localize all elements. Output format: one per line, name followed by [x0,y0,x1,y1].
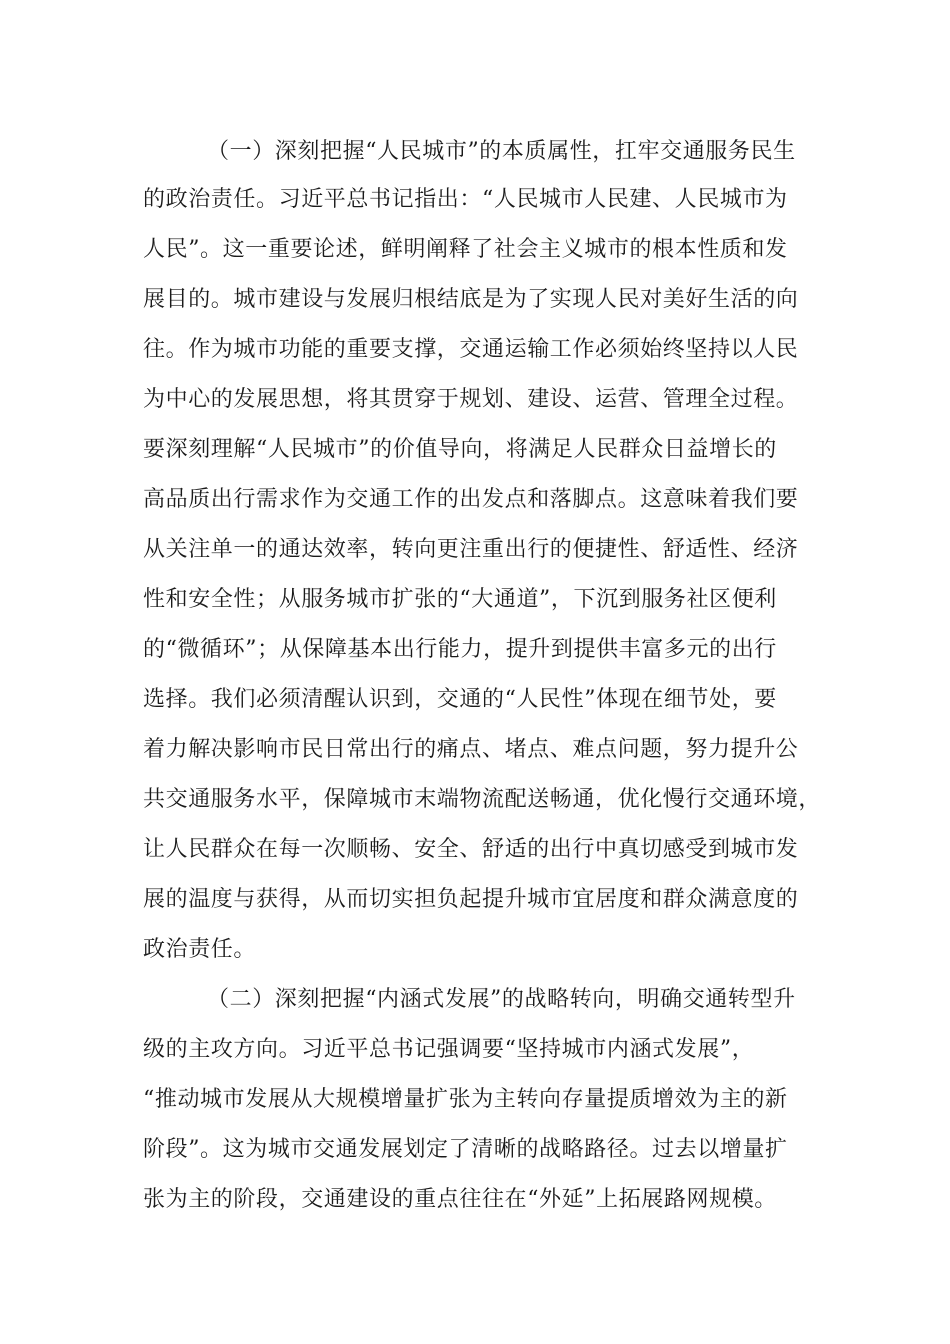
paragraph-1-line-16: 展的温度与获得，从而切实担负起提升城市宜居度和群众满意度的 [143,887,799,912]
paragraph-1-line-1: （一）深刻把握“人民城市”的本质属性，扛牢交通服务民生 [207,139,796,164]
paragraph-1-line-10: 性和安全性；从服务城市扩张的“大通道”，下沉到服务社区便利 [143,587,777,612]
paragraph-1-line-15: 让人民群众在每一次顺畅、安全、舒适的出行中真切感受到城市发 [143,837,799,862]
paragraph-1-line-11: 的“微循环”；从保障基本出行能力，提升到提供丰富多元的出行 [143,637,777,662]
paragraph-1-line-9: 从关注单一的通达效率，转向更注重出行的便捷性、舒适性、经济 [143,537,799,562]
paragraph-1-line-8: 高品质出行需求作为交通工作的出发点和落脚点。这意味着我们要 [143,487,799,512]
paragraph-2-line-1: （二）深刻把握“内涵式发展”的战略转向，明确交通转型升 [207,987,796,1012]
paragraph-2-line-4: 阶段”。这为城市交通发展划定了清晰的战略路径。过去以增量扩 [143,1137,788,1162]
paragraph-2-line-3: “推动城市发展从大规模增量扩张为主转向存量提质增效为主的新 [143,1087,788,1112]
paragraph-1-line-17: 政治责任。 [143,937,257,962]
paragraph-2-line-2: 级的主攻方向。习近平总书记强调要“坚持城市内涵式发展”， [143,1037,755,1062]
paragraph-1-line-12: 选择。我们必须清醒认识到，交通的“人民性”体现在细节处，要 [143,687,777,712]
paragraph-1-line-2: 的政治责任。习近平总书记指出：“人民城市人民建、人民城市为 [143,187,788,212]
paragraph-2-line-5: 张为主的阶段，交通建设的重点往往在“外延”上拓展路网规模。 [143,1187,777,1212]
paragraph-1-line-4: 展目的。城市建设与发展归根结底是为了实现人民对美好生活的向 [143,287,799,312]
paragraph-1-line-14: 共交通服务水平，保障城市末端物流配送畅通，优化慢行交通环境， [143,787,822,812]
paragraph-1-line-6: 为中心的发展思想，将其贯穿于规划、建设、运营、管理全过程。 [143,387,799,412]
paragraph-1-line-5: 往。作为城市功能的重要支撑，交通运输工作必须始终坚持以人民 [143,337,799,362]
paragraph-1-line-13: 着力解决影响市民日常出行的痛点、堵点、难点问题，努力提升公 [143,737,799,762]
paragraph-1-line-3: 人民”。这一重要论述，鲜明阐释了社会主义城市的根本性质和发 [143,237,788,262]
paragraph-1-line-7: 要深刻理解“人民城市”的价值导向，将满足人民群众日益增长的 [143,437,777,462]
